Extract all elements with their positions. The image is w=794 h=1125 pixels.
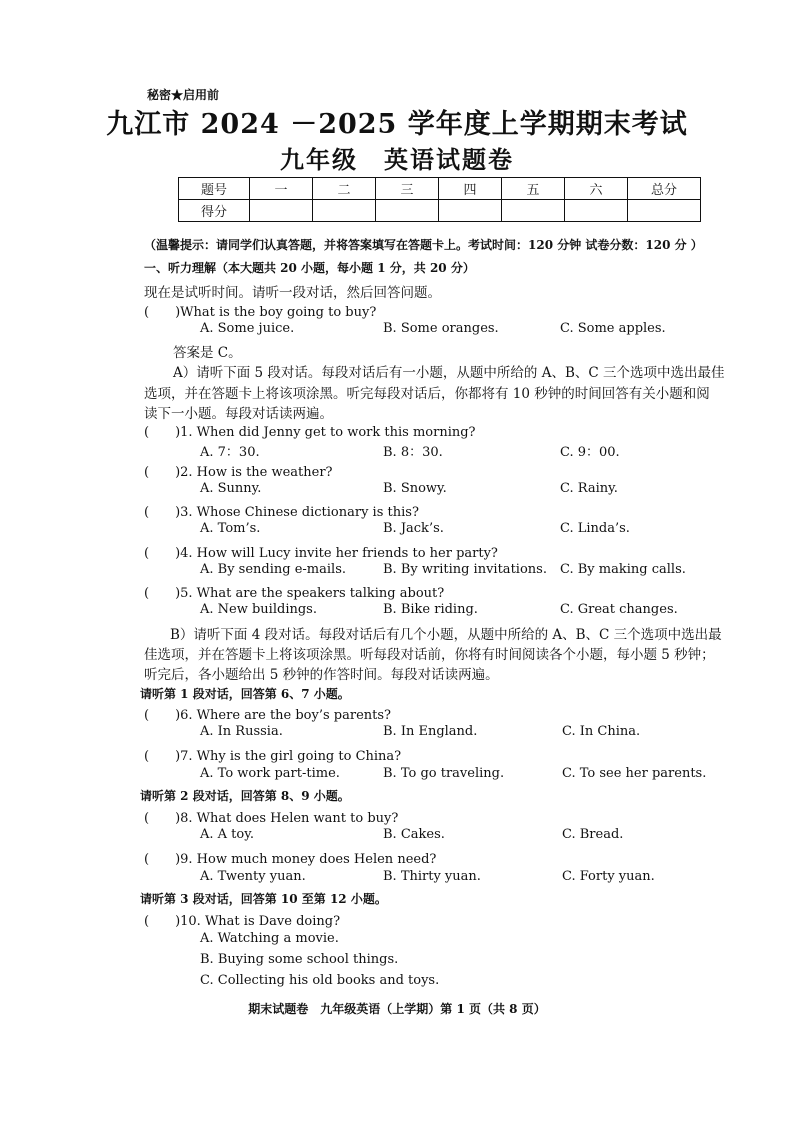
instruction-line: 读下一小题。每段对话读两遍。 bbox=[144, 406, 333, 422]
instruction-line: 佳选项，并在答题卡上将该项涂黑。听每段对话前，你将有时间阅读各个小题，每小题 5 秒钟； bbox=[144, 647, 715, 663]
score-cell: 三 bbox=[376, 178, 439, 200]
question: ( )1. When did Jenny get to work this morning? bbox=[144, 425, 476, 440]
instruction-line: A）请听下面 5 段对话。每段对话后有一小题，从题中所给的 A、B、C 三个选项中选出最佳 bbox=[173, 365, 725, 381]
dialog-instruction: 请听第 2 段对话，回答第 8、9 小题。 bbox=[140, 789, 350, 803]
question: ( )9. How much money does Helen need? bbox=[144, 852, 437, 867]
option: A. New buildings. bbox=[200, 602, 317, 617]
score-cell bbox=[565, 200, 628, 222]
score-cell: 二 bbox=[313, 178, 376, 200]
practice-question: ( )What is the boy going to buy? bbox=[144, 305, 377, 320]
instruction-line: 选项，并在答题卡上将该项涂黑。听完每段对话后，你都将有 10 秒钟的时间回答有关小题和阅 bbox=[144, 386, 710, 402]
option: B. Buying some school things. bbox=[200, 952, 399, 967]
dialog-instruction: 请听第 3 段对话，回答第 10 至第 12 小题。 bbox=[140, 892, 387, 906]
exam-title: 九江市 2024 －2025 学年度上学期期末考试 bbox=[106, 109, 688, 140]
score-cell bbox=[376, 200, 439, 222]
instruction-line: 听完后，各小题给出 5 秒钟的作答时间。每段对话读两遍。 bbox=[144, 667, 499, 683]
question: ( )3. Whose Chinese dictionary is this? bbox=[144, 505, 419, 520]
option: C. Collecting his old books and toys. bbox=[200, 973, 440, 988]
option: A. 7：30. bbox=[200, 445, 260, 460]
option: B. Snowy. bbox=[383, 481, 447, 496]
option: A. Sunny. bbox=[200, 481, 262, 496]
section-heading: 一、听力理解（本大题共 20 小题，每小题 1 分，共 20 分） bbox=[144, 261, 475, 275]
option: A. To work part-time. bbox=[200, 766, 340, 781]
score-cell: 四 bbox=[439, 178, 502, 200]
option: A. By sending e-mails. bbox=[200, 562, 347, 577]
score-table-header-row bbox=[179, 178, 701, 200]
instruction-line: B）请听下面 4 段对话。每段对话后有几个小题，从题中所给的 A、B、C 三个选项中选出最 bbox=[170, 627, 722, 643]
question: ( )4. How will Lucy invite her friends to her party? bbox=[144, 546, 498, 561]
exam-tip: （温馨提示：请同学们认真答题，并将答案填写在答题卡上。考试时间：120 分钟 试卷分数：120 分 ） bbox=[144, 238, 703, 252]
option: B. In England. bbox=[383, 724, 478, 739]
practice-answer: 答案是 C。 bbox=[173, 345, 242, 361]
page-footer: 期末试题卷 九年级英语（上学期）第 1 页（共 8 页） bbox=[248, 1002, 546, 1016]
option: B. Jack’s. bbox=[383, 521, 444, 536]
question: ( )7. Why is the girl going to China? bbox=[144, 749, 402, 764]
option: C. Some apples. bbox=[560, 321, 666, 336]
score-table bbox=[178, 177, 701, 222]
question: ( )8. What does Helen want to buy? bbox=[144, 811, 399, 826]
option: B. Bike riding. bbox=[383, 602, 478, 617]
option: C. Great changes. bbox=[560, 602, 678, 617]
question: ( )5. What are the speakers talking about? bbox=[144, 586, 445, 601]
practice-intro: 现在是试听时间。请听一段对话，然后回答问题。 bbox=[144, 285, 441, 301]
option: A. Watching a movie. bbox=[200, 931, 339, 946]
score-table-score-row bbox=[179, 200, 701, 222]
score-cell bbox=[250, 200, 313, 222]
option: C. Rainy. bbox=[560, 481, 618, 496]
question: ( )10. What is Dave doing? bbox=[144, 914, 341, 929]
exam-subtitle: 九年级 英语试题卷 bbox=[280, 145, 514, 174]
option: A. A toy. bbox=[200, 827, 254, 842]
option: A. Twenty yuan. bbox=[200, 869, 306, 884]
option: B. 8：30. bbox=[383, 445, 443, 460]
option: B. By writing invitations. bbox=[383, 562, 547, 577]
option: C. 9：00. bbox=[560, 445, 620, 460]
option: B. Thirty yuan. bbox=[383, 869, 481, 884]
option: C. In China. bbox=[562, 724, 641, 739]
score-cell: 六 bbox=[565, 178, 628, 200]
dialog-instruction: 请听第 1 段对话，回答第 6、7 小题。 bbox=[140, 687, 350, 701]
question: ( )2. How is the weather? bbox=[144, 465, 333, 480]
option: C. To see her parents. bbox=[562, 766, 707, 781]
confidential-label: 秘密★启用前 bbox=[147, 88, 220, 102]
score-cell bbox=[502, 200, 565, 222]
score-cell bbox=[313, 200, 376, 222]
option: B. Cakes. bbox=[383, 827, 445, 842]
option: B. Some oranges. bbox=[383, 321, 499, 336]
score-cell: 一 bbox=[250, 178, 313, 200]
score-cell bbox=[628, 200, 701, 222]
option: A. Some juice. bbox=[200, 321, 295, 336]
option: B. To go traveling. bbox=[383, 766, 505, 781]
option: C. Forty yuan. bbox=[562, 869, 655, 884]
score-cell bbox=[439, 200, 502, 222]
option: C. Linda’s. bbox=[560, 521, 630, 536]
score-cell: 题号 bbox=[179, 178, 250, 200]
score-cell: 得分 bbox=[179, 200, 250, 222]
score-cell: 总分 bbox=[628, 178, 701, 200]
option: A. In Russia. bbox=[200, 724, 283, 739]
option: C. By making calls. bbox=[560, 562, 686, 577]
question: ( )6. Where are the boy’s parents? bbox=[144, 708, 392, 723]
option: C. Bread. bbox=[562, 827, 624, 842]
option: A. Tom’s. bbox=[200, 521, 261, 536]
score-cell: 五 bbox=[502, 178, 565, 200]
